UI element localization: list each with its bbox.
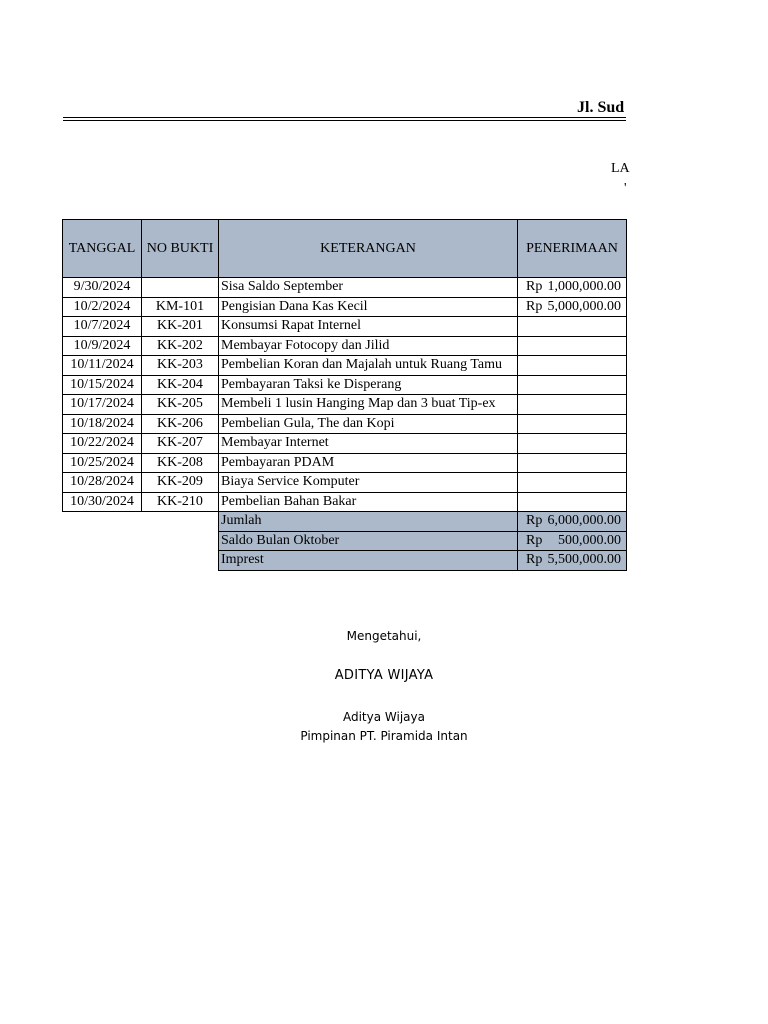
cell-tanggal: 10/22/2024 <box>63 434 142 454</box>
cell-penerimaan <box>518 414 627 434</box>
summary-amount <box>518 531 627 551</box>
cell-no-bukti: KK-207 <box>142 434 219 454</box>
cell-penerimaan <box>518 278 627 298</box>
cell-no-bukti: KK-210 <box>142 492 219 512</box>
col-header-no-bukti: NO BUKTI <box>142 220 219 278</box>
cell-keterangan: Pembayaran Taksi ke Disperang <box>219 375 518 395</box>
table-row <box>63 317 627 337</box>
cell-tanggal: 10/18/2024 <box>63 414 142 434</box>
cell-keterangan: Pembayaran PDAM <box>219 453 518 473</box>
summary-blank <box>63 512 142 532</box>
summary-label: Imprest <box>219 551 518 571</box>
cell-tanggal: 10/30/2024 <box>63 492 142 512</box>
cell-no-bukti: KM-101 <box>142 297 219 317</box>
table-row <box>63 336 627 356</box>
cell-no-bukti: KK-209 <box>142 473 219 493</box>
signer-name: Aditya Wijaya <box>342 710 425 724</box>
summary-blank <box>142 531 219 551</box>
table-row <box>63 453 627 473</box>
cell-tanggal: 10/15/2024 <box>63 375 142 395</box>
table-row <box>63 297 627 317</box>
cell-keterangan: Pembelian Koran dan Majalah untuk Ruang Tamu <box>219 356 518 376</box>
currency-label: Rp <box>526 279 543 295</box>
cell-no-bukti: KK-203 <box>142 356 219 376</box>
summary-amount <box>518 512 627 532</box>
summary-row <box>63 551 627 571</box>
summary-row <box>63 512 627 532</box>
summary-amount <box>518 551 627 571</box>
cell-penerimaan <box>518 434 627 454</box>
cell-penerimaan <box>518 336 627 356</box>
cell-keterangan: Konsumsi Rapat Internel <box>219 317 518 337</box>
cell-tanggal: 10/28/2024 <box>63 473 142 493</box>
table-header-row <box>63 220 627 278</box>
cell-penerimaan <box>518 356 627 376</box>
table-row <box>63 375 627 395</box>
cell-tanggal: 10/25/2024 <box>63 453 142 473</box>
cell-keterangan: Membayar Fotocopy dan Jilid <box>219 336 518 356</box>
cell-penerimaan <box>518 453 627 473</box>
cell-penerimaan <box>518 375 627 395</box>
cell-no-bukti: KK-204 <box>142 375 219 395</box>
cell-no-bukti: KK-206 <box>142 414 219 434</box>
summary-row <box>63 531 627 551</box>
table-row <box>63 356 627 376</box>
cell-keterangan: Membayar Internet <box>219 434 518 454</box>
cell-tanggal: 10/17/2024 <box>63 395 142 415</box>
amount-wrap <box>520 551 624 569</box>
header-rule-bottom <box>63 120 626 121</box>
cell-keterangan: Sisa Saldo September <box>219 278 518 298</box>
cell-tanggal: 9/30/2024 <box>63 278 142 298</box>
summary-blank <box>63 551 142 571</box>
signer-position: Pimpinan PT. Piramida Intan <box>300 729 468 743</box>
cell-no-bukti: KK-205 <box>142 395 219 415</box>
report-title: LA <box>611 161 630 176</box>
petty-cash-table <box>62 219 627 571</box>
cell-penerimaan <box>518 473 627 493</box>
cell-keterangan: Pengisian Dana Kas Kecil <box>219 297 518 317</box>
currency-label: Rp <box>526 532 543 548</box>
table-row <box>63 278 627 298</box>
amount-wrap <box>520 512 624 530</box>
col-header-tanggal: TANGGAL <box>63 220 142 278</box>
table-row <box>63 492 627 512</box>
amount-value: 6,000,000.00 <box>547 513 621 529</box>
table-row <box>63 395 627 415</box>
summary-label: Jumlah <box>219 512 518 532</box>
amount-value: 5,000,000.00 <box>547 298 621 314</box>
cell-tanggal: 10/2/2024 <box>63 297 142 317</box>
cell-penerimaan <box>518 317 627 337</box>
table-row <box>63 434 627 454</box>
table-row <box>63 473 627 493</box>
cell-keterangan: Membeli 1 lusin Hanging Map dan 3 buat Tip-ex <box>219 395 518 415</box>
amount-value: 500,000.00 <box>558 532 621 548</box>
amount-value: 5,500,000.00 <box>547 552 621 568</box>
cell-keterangan: Biaya Service Komputer <box>219 473 518 493</box>
amount-wrap <box>520 298 624 316</box>
cell-penerimaan <box>518 297 627 317</box>
summary-blank <box>142 512 219 532</box>
signature-name: ADITYA WIJAYA <box>334 668 434 683</box>
amount-wrap <box>520 278 624 296</box>
cell-penerimaan <box>518 492 627 512</box>
report-subtitle: ' <box>624 181 627 196</box>
cell-keterangan: Pembelian Bahan Bakar <box>219 492 518 512</box>
cell-no-bukti <box>142 278 219 298</box>
company-address: Jl. Sud <box>577 99 625 116</box>
cell-no-bukti: KK-201 <box>142 317 219 337</box>
amount-wrap <box>520 532 624 550</box>
cell-tanggal: 10/7/2024 <box>63 317 142 337</box>
currency-label: Rp <box>526 298 543 314</box>
table-row <box>63 414 627 434</box>
acknowledged-label: Mengetahui, <box>346 629 422 643</box>
amount-value: 1,000,000.00 <box>547 279 621 295</box>
cell-keterangan: Pembelian Gula, The dan Kopi <box>219 414 518 434</box>
header-rule-top <box>63 117 626 118</box>
cell-no-bukti: KK-208 <box>142 453 219 473</box>
cell-penerimaan <box>518 395 627 415</box>
currency-label: Rp <box>526 513 543 529</box>
col-header-penerimaan: PENERIMAAN <box>518 220 627 278</box>
cell-no-bukti: KK-202 <box>142 336 219 356</box>
summary-blank <box>142 551 219 571</box>
cell-tanggal: 10/11/2024 <box>63 356 142 376</box>
cell-tanggal: 10/9/2024 <box>63 336 142 356</box>
col-header-keterangan: KETERANGAN <box>219 220 518 278</box>
currency-label: Rp <box>526 552 543 568</box>
summary-label: Saldo Bulan Oktober <box>219 531 518 551</box>
summary-blank <box>63 531 142 551</box>
